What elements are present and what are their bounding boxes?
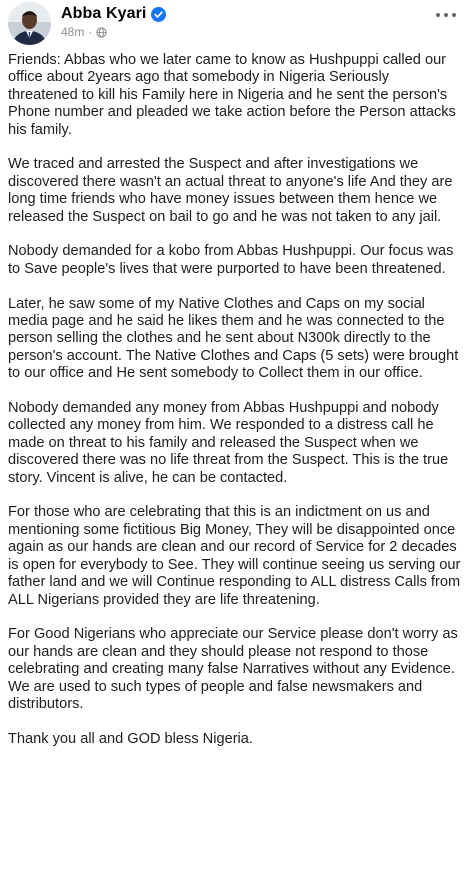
globe-icon[interactable] — [96, 27, 107, 38]
post-paragraph: Nobody demanded any money from Abbas Hushpuppi and nobody collected any money from him. We responded to a distress call he made on threat to his family and released the Suspect when we discovered there was no life threat from the Suspect. This is the true story. Vincent is alive, he can be contacted. — [8, 400, 449, 486]
post-body — [8, 52, 462, 766]
avatar[interactable] — [8, 2, 51, 45]
more-options-icon[interactable] — [436, 10, 456, 20]
author-name[interactable]: Abba Kyari — [61, 5, 147, 22]
post-paragraph: Nobody demanded for a kobo from Abbas Hushpuppi. Our focus was to Save people's lives that were purported to have been threatened. — [8, 243, 454, 277]
post-paragraph: For those who are celebrating that this is an indictment on us and mentioning some fictitious Big Money, They will be disappointed once again as our hands are clean and our record of Service for 2 decades is open for everybody to See. They will continue seeing us serving our father land and we will Continue responding to ALL distress Calls from ALL Nigerians provided they are life threatening. — [8, 504, 461, 608]
author-row — [61, 5, 166, 23]
post-time[interactable]: 48m — [61, 25, 85, 39]
post-paragraph: For Good Nigerians who appreciate our Service please don't worry as our hands are clean and they should please not respond to those celebrating and creating many false Narratives without any Evidence. We are used to such types of people and false newsmakers and distributors. — [8, 626, 458, 712]
avatar-image — [8, 2, 51, 45]
post-paragraph: Thank you all and GOD bless Nigeria. — [8, 730, 253, 747]
post-paragraph: We traced and arrested the Suspect and after investigations we discovered there wasn't an actual threat to anyone's life And they are long time friends who have money issues between them hence we released the Suspect on bail to go and he was not taken to any jail. — [8, 156, 453, 225]
post-meta — [61, 25, 107, 39]
post-header — [8, 2, 456, 46]
post-paragraph: Later, he saw some of my Native Clothes and Caps on my social media page and he said he likes them and he was connected to the person selling the clothes and he sent about N300k directly to the person's account. The Native Clothes and Caps (5 sets) were brought to our office and He sent somebody to Collect them in our office. — [8, 295, 459, 382]
verified-badge-icon — [151, 7, 166, 22]
meta-separator: · — [88, 25, 93, 39]
post-paragraph: Friends: Abbas who we later came to know as Hushpuppi called our office about 2years ago that somebody in Nigeria Seriously threatened to kill his Family here in Nigeria and he sent the person's Phone number and pleaded we take action before the Person attacks his family. — [8, 52, 456, 138]
